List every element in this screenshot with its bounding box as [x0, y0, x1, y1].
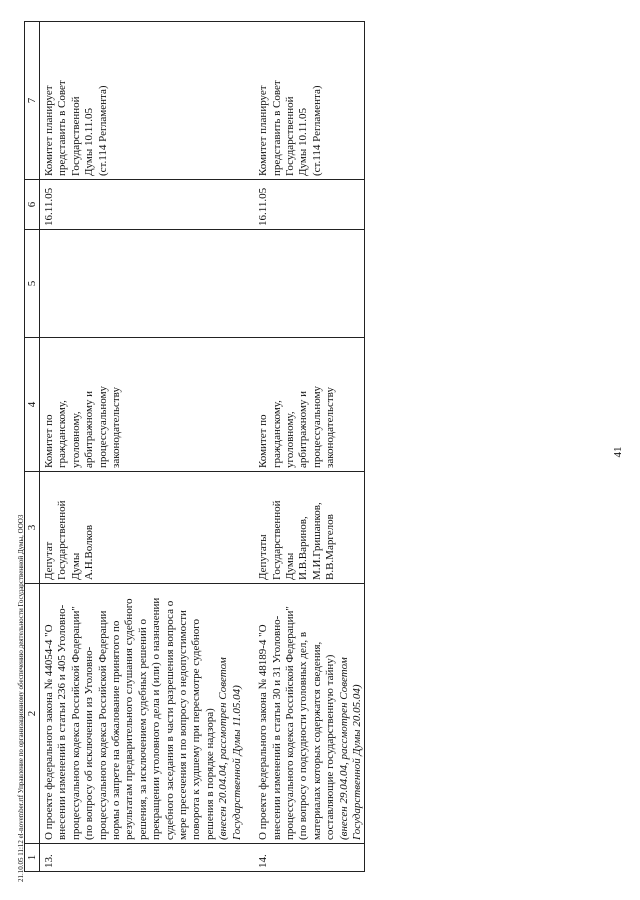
committee-line: уголовному, — [69, 411, 82, 468]
column-header: 4 — [25, 338, 40, 472]
column-header: 2 — [25, 584, 40, 844]
table-row — [254, 22, 365, 872]
page-footer: 21.10.05 11:12 el-november.rtf Управление по организационному обеспечению деятельности Государственной Думы, ООО3 — [17, 514, 25, 882]
date-cell: 16.11.05 — [40, 180, 245, 230]
note-line: (ст.114 Регламента) — [96, 85, 109, 176]
initiator-line: М.И.Гришанков, — [310, 502, 323, 580]
column-header: 6 — [25, 180, 40, 230]
committee-line: Комитет по — [257, 414, 270, 468]
committee-line: арбитражному и — [297, 390, 310, 468]
committee-cell — [40, 338, 245, 472]
committee-line: арбитражному и — [83, 390, 96, 468]
initiator-line: А.Н.Волков — [83, 524, 96, 580]
bill-description-cell — [254, 584, 365, 844]
note-cell — [254, 22, 365, 180]
committee-line: гражданскому, — [270, 400, 283, 468]
initiator-line: Государственной — [56, 500, 69, 580]
committee-line: гражданскому, — [56, 400, 69, 468]
table-row — [40, 22, 245, 872]
bills-table — [24, 21, 365, 872]
bill-title: О проекте федерального закона № 44054-4 "О внесении изменений в статьи 236 и 405 Уголовно-процессуального кодекса Российской Федерации" — [43, 604, 82, 840]
initiator-line: Депутат — [43, 541, 55, 580]
initiator-line: Государственной — [270, 500, 283, 580]
committee-line: законодательству — [110, 387, 123, 468]
row-number: 13. — [43, 854, 55, 868]
committee-line: уголовному, — [283, 411, 296, 468]
column-header: 7 — [25, 22, 40, 180]
row-number-cell — [40, 844, 245, 872]
initiator-line: Думы — [283, 552, 296, 580]
note-line: представить в Совет — [270, 80, 283, 176]
bill-status: (внесен 20.04.04, рассмотрен Советом Государственной Думы 11.05.04) — [217, 657, 243, 840]
column-header: 5 — [25, 230, 40, 338]
initiator-cell — [254, 472, 365, 584]
committee-line: законодательству — [324, 387, 337, 468]
initiator-line: Депутаты — [257, 534, 270, 580]
note-line: (ст.114 Регламента) — [310, 85, 323, 176]
bill-description: (по вопросу об исключении из Уголовно-процессуального кодекса Российской Федерации нормы о запрете на обжалование принятого по результатам предварительного слушания судебного решения, за исключением судебных решений о прекращении уголовного дела и (или) о назначении судебного заседания в части разрешения вопроса о мере пресечения и по вопросу о недопустимости поворота к худшему при пересмотре судебного решения в порядке надзора) — [83, 597, 216, 840]
initiator-line: В.В.Маргелов — [324, 514, 337, 580]
column-5-cell — [254, 230, 365, 338]
initiator-line: И.В.Варинов, — [297, 516, 310, 580]
bill-description: (по вопросу о подсудности уголовных дел, в материалах которых содержатся сведения, составляющие государственную тайну) — [297, 631, 337, 840]
bill-description-cell — [40, 584, 245, 844]
committee-line: Комитет по — [43, 414, 55, 468]
page-number: 41 — [612, 446, 624, 458]
column-header: 3 — [25, 472, 40, 584]
row-number-cell — [254, 844, 365, 872]
note-line: Думы 10.11.05 — [83, 107, 96, 176]
note-line: Думы 10.11.05 — [297, 107, 310, 176]
note-line: Комитет планирует — [257, 85, 270, 176]
rotated-page — [18, 12, 623, 882]
bill-status: (внесен 29.04.04, рассмотрен Советом Государственной Думы 20.05.04) — [337, 657, 363, 840]
committee-line: процессуальному — [96, 385, 109, 468]
initiator-cell — [40, 472, 245, 584]
column-5-cell — [40, 230, 245, 338]
note-line: представить в Совет — [56, 80, 69, 176]
note-cell — [40, 22, 245, 180]
row-number: 14. — [257, 854, 270, 868]
note-line: Комитет планирует — [43, 85, 55, 176]
initiator-line: Думы — [69, 552, 82, 580]
committee-cell — [254, 338, 365, 472]
column-header: 1 — [25, 844, 40, 872]
committee-line: процессуальному — [310, 385, 323, 468]
table-spacer-row — [244, 22, 254, 872]
note-line: Государственной — [283, 96, 296, 176]
table-header-row — [25, 22, 40, 872]
date-cell: 16.11.05 — [254, 180, 365, 230]
note-line: Государственной — [69, 96, 82, 176]
bill-title: О проекте федерального закона № 48189-4 "О внесении изменений в статьи 30 и 31 Уголовно-процессуального кодекса Российской Федерации" — [257, 606, 296, 840]
